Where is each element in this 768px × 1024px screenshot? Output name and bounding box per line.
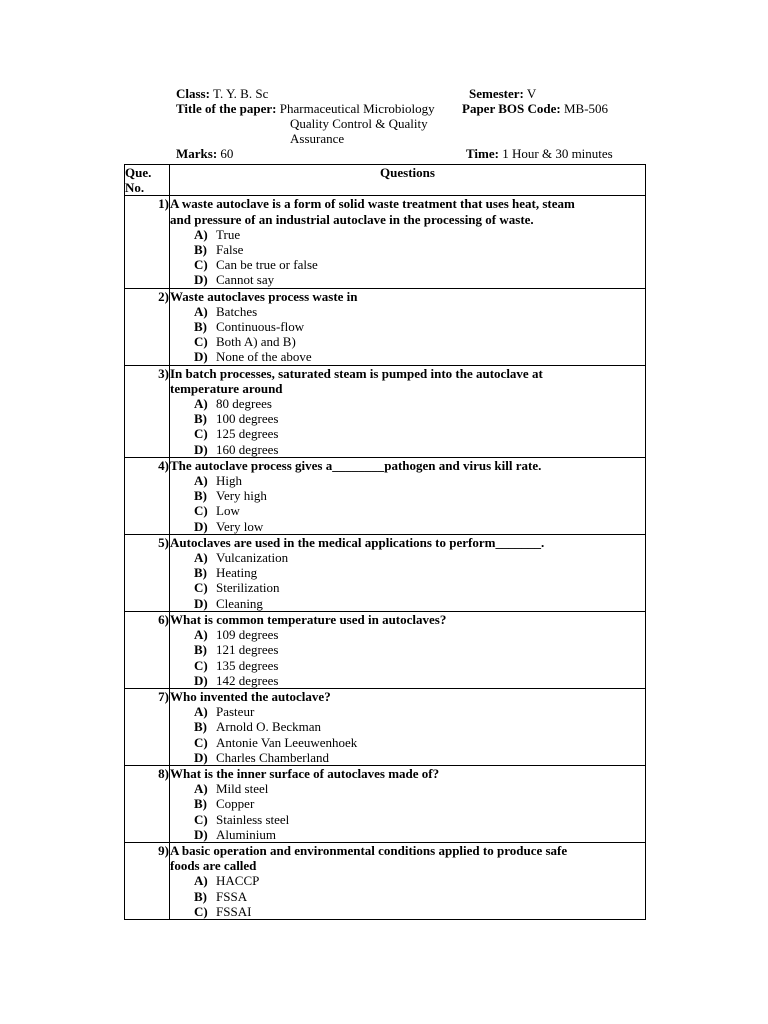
class-value: T. Y. B. Sc xyxy=(212,86,269,101)
answer-option xyxy=(170,488,645,503)
option-text: 121 degrees xyxy=(216,642,279,658)
option-text: Cannot say xyxy=(216,272,275,288)
time-value: 1 Hour & 30 minutes xyxy=(502,146,613,161)
question-number: 3) xyxy=(125,365,170,457)
answer-option xyxy=(170,565,645,580)
option-label: B) xyxy=(194,719,207,735)
answer-option xyxy=(170,319,645,334)
answer-option xyxy=(170,904,645,919)
question-body xyxy=(170,842,646,919)
question-number: 9) xyxy=(125,842,170,919)
question-body xyxy=(170,765,646,842)
question-body xyxy=(170,611,646,688)
option-text: 109 degrees xyxy=(216,627,279,643)
question-number: 7) xyxy=(125,688,170,765)
option-label: D) xyxy=(194,441,208,457)
option-text: Batches xyxy=(216,303,258,319)
option-text: Sterilization xyxy=(216,580,280,596)
answer-option xyxy=(170,304,645,319)
question-number: 6) xyxy=(125,611,170,688)
answer-option xyxy=(170,627,645,642)
answer-option xyxy=(170,257,645,272)
marks-value: 60 xyxy=(220,146,234,161)
marks-label: Marks: xyxy=(176,146,218,161)
question-number: 8) xyxy=(125,765,170,842)
answer-option xyxy=(170,812,645,827)
option-text: Low xyxy=(216,503,240,519)
answer-option xyxy=(170,396,645,411)
option-label: D) xyxy=(194,826,208,842)
question-text: temperature around xyxy=(170,380,283,396)
option-text: 135 degrees xyxy=(216,657,279,673)
option-label: C) xyxy=(194,657,208,673)
questions-body xyxy=(125,196,646,920)
option-text: Very high xyxy=(216,488,267,504)
option-text: Copper xyxy=(216,796,255,812)
question-text: foods are called xyxy=(170,858,257,874)
answer-option xyxy=(170,827,645,842)
header-row-marks xyxy=(176,146,636,161)
option-text: FSSAI xyxy=(216,903,252,919)
question-row xyxy=(125,534,646,611)
option-label: A) xyxy=(194,550,208,566)
question-number: 2) xyxy=(125,288,170,365)
question-number: 1) xyxy=(125,196,170,288)
option-label: C) xyxy=(194,426,208,442)
question-row xyxy=(125,365,646,457)
question-text: A basic operation and environmental conditions applied to produce safe xyxy=(170,842,568,858)
header-row-title xyxy=(176,101,636,116)
answer-option xyxy=(170,580,645,595)
header-row-class xyxy=(176,86,636,101)
question-text: Who invented the autoclave? xyxy=(170,688,331,704)
option-text: Pasteur xyxy=(216,704,255,720)
option-label: D) xyxy=(194,749,208,765)
option-label: B) xyxy=(194,888,207,904)
question-row xyxy=(125,457,646,534)
option-text: Can be true or false xyxy=(216,257,318,273)
question-text: Waste autoclaves process waste in xyxy=(170,288,358,304)
answer-option xyxy=(170,550,645,565)
option-text: Mild steel xyxy=(216,781,269,797)
answer-option xyxy=(170,735,645,750)
question-row xyxy=(125,688,646,765)
answer-option xyxy=(170,272,645,287)
option-text: Vulcanization xyxy=(216,550,289,566)
option-text: 100 degrees xyxy=(216,411,279,427)
question-row xyxy=(125,196,646,288)
answer-option xyxy=(170,519,645,534)
option-label: D) xyxy=(194,672,208,688)
question-body xyxy=(170,365,646,457)
option-text: Arnold O. Beckman xyxy=(216,719,322,735)
question-body xyxy=(170,457,646,534)
option-text: Heating xyxy=(216,565,258,581)
semester xyxy=(469,86,536,101)
option-label: A) xyxy=(194,781,208,797)
option-label: B) xyxy=(194,319,207,335)
question-row xyxy=(125,842,646,919)
answer-option xyxy=(170,658,645,673)
question-text: Autoclaves are used in the medical applications to perform_______. xyxy=(170,534,545,550)
option-text: 125 degrees xyxy=(216,426,279,442)
option-text: FSSA xyxy=(216,888,248,904)
option-label: B) xyxy=(194,488,207,504)
question-row xyxy=(125,765,646,842)
option-label: B) xyxy=(194,642,207,658)
answer-option xyxy=(170,442,645,457)
option-text: Cleaning xyxy=(216,595,263,611)
class-label: Class: xyxy=(176,86,210,101)
option-label: C) xyxy=(194,334,208,350)
col-header-questions: Questions xyxy=(170,165,646,196)
option-text: False xyxy=(216,242,244,258)
question-text: What is the inner surface of autoclaves made of? xyxy=(170,765,440,781)
option-text: 142 degrees xyxy=(216,672,279,688)
question-body xyxy=(170,196,646,288)
option-label: A) xyxy=(194,473,208,489)
title-line-3: Assurance xyxy=(290,131,345,146)
option-label: A) xyxy=(194,627,208,643)
option-label: C) xyxy=(194,503,208,519)
option-label: D) xyxy=(194,272,208,288)
option-text: Antonie Van Leeuwenhoek xyxy=(216,734,358,750)
option-label: B) xyxy=(194,242,207,258)
question-text: What is common temperature used in autoclaves? xyxy=(170,611,447,627)
question-number: 4) xyxy=(125,457,170,534)
col-header-que-no xyxy=(125,165,170,196)
option-label: D) xyxy=(194,518,208,534)
answer-option xyxy=(170,873,645,888)
answer-option xyxy=(170,719,645,734)
option-text: High xyxy=(216,473,242,489)
answer-option xyxy=(170,642,645,657)
option-label: B) xyxy=(194,565,207,581)
answer-option xyxy=(170,242,645,257)
option-text: Both A) and B) xyxy=(216,334,296,350)
option-label: D) xyxy=(194,595,208,611)
option-label: A) xyxy=(194,396,208,412)
answer-option xyxy=(170,673,645,688)
option-text: Very low xyxy=(216,518,264,534)
option-label: A) xyxy=(194,873,208,889)
answer-option xyxy=(170,473,645,488)
answer-option xyxy=(170,796,645,811)
question-text: A waste autoclave is a form of solid waste treatment that uses heat, steam xyxy=(170,196,575,212)
semester-label: Semester: xyxy=(469,86,524,101)
option-label: A) xyxy=(194,303,208,319)
option-label: A) xyxy=(194,226,208,242)
answer-option xyxy=(170,704,645,719)
option-text: Aluminium xyxy=(216,826,276,842)
option-label: A) xyxy=(194,704,208,720)
time xyxy=(466,146,613,161)
question-text: The autoclave process gives a________pathogen and virus kill rate. xyxy=(170,457,542,473)
answer-option xyxy=(170,411,645,426)
question-body xyxy=(170,534,646,611)
title-label: Title of the paper: xyxy=(176,101,277,116)
paper-header xyxy=(176,86,636,161)
option-text: 160 degrees xyxy=(216,441,279,457)
answer-option xyxy=(170,596,645,611)
option-text: None of the above xyxy=(216,349,312,365)
table-header-row xyxy=(125,165,646,196)
title-line-2: Quality Control & Quality xyxy=(290,116,428,131)
option-text: Stainless steel xyxy=(216,811,290,827)
answer-option xyxy=(170,349,645,364)
option-label: C) xyxy=(194,734,208,750)
question-text: In batch processes, saturated steam is pumped into the autoclave at xyxy=(170,365,543,381)
col-header-que: Que. xyxy=(125,165,152,180)
time-label: Time: xyxy=(466,146,499,161)
option-label: C) xyxy=(194,580,208,596)
option-label: C) xyxy=(194,903,208,919)
title-line-1: Pharmaceutical Microbiology xyxy=(279,101,435,116)
question-text: and pressure of an industrial autoclave in the processing of waste. xyxy=(170,211,534,227)
option-text: True xyxy=(216,226,241,242)
answer-option xyxy=(170,334,645,349)
bos-code xyxy=(462,101,608,116)
answer-option xyxy=(170,781,645,796)
semester-value: V xyxy=(526,86,537,101)
option-label: B) xyxy=(194,411,207,427)
question-row xyxy=(125,288,646,365)
answer-option xyxy=(170,426,645,441)
option-label: C) xyxy=(194,811,208,827)
question-number: 5) xyxy=(125,534,170,611)
question-body xyxy=(170,688,646,765)
bos-label: Paper BOS Code: xyxy=(462,101,561,116)
option-text: HACCP xyxy=(216,873,260,889)
option-text: 80 degrees xyxy=(216,396,272,412)
questions-table xyxy=(124,164,646,920)
question-body xyxy=(170,288,646,365)
option-label: D) xyxy=(194,349,208,365)
col-header-no: No. xyxy=(125,180,145,196)
bos-value: MB-506 xyxy=(563,101,609,116)
option-label: C) xyxy=(194,257,208,273)
answer-option xyxy=(170,750,645,765)
option-text: Charles Chamberland xyxy=(216,749,329,765)
answer-option xyxy=(170,503,645,518)
question-row xyxy=(125,611,646,688)
answer-option xyxy=(170,227,645,242)
option-label: B) xyxy=(194,796,207,812)
option-text: Continuous-flow xyxy=(216,319,305,335)
answer-option xyxy=(170,889,645,904)
